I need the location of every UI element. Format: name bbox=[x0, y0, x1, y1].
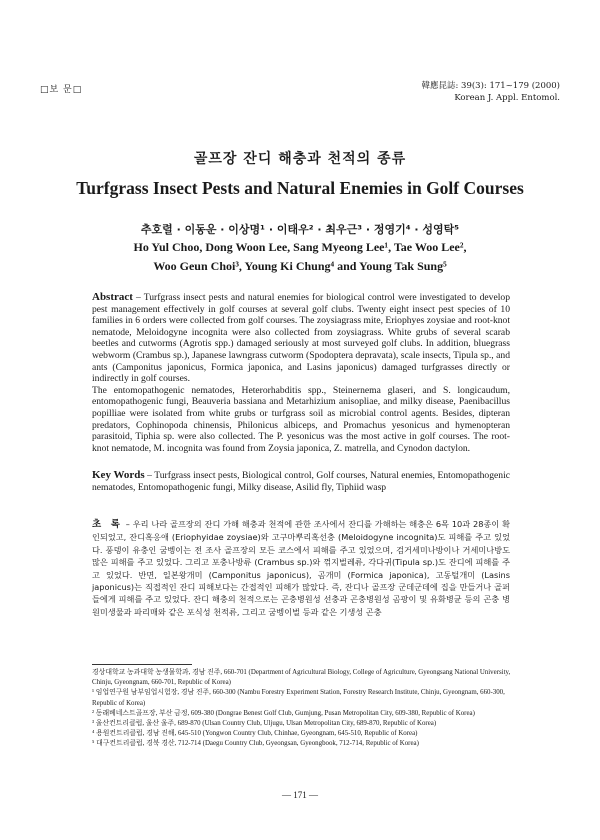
footnote-affiliation: ² 동래베네스트골프장, 부산 금정, 609-380 (Dongrae Benest Golf Club, Gumjung, Pusan Metropolitan City, 609-380, Republic of Korea) bbox=[92, 709, 475, 717]
footnote-affiliation: ³ 울산컨트리클럽, 울산 울주, 689-870 (Ulsan Country Club, Uljugu, Ulsan Metropolitan City, 689-870, Republic of Korea) bbox=[92, 720, 437, 728]
footnotes bbox=[92, 668, 522, 750]
abstract-paragraph-1 bbox=[92, 292, 510, 385]
page-number: — 171 — bbox=[282, 790, 318, 800]
journal-citation-line2: Korean J. Appl. Entomol. bbox=[454, 93, 560, 103]
abstract bbox=[92, 292, 510, 454]
korean-abstract-text: – 우리 나라 골프장의 잔디 가해 해충과 천적에 관한 조사에서 잔디를 가해하는 해충은 6목 10과 28종이 확인되었고, 잔디혹응애 (Eriophyidae zoysiae)와 고구마뿌리혹선충 (Meloidogyne incognita)도 피해를 주고 있었다. 풍뎅이 유충인 굼벵이는 전 조사 골프장의 모든 코스에서 피해를 주고 있었으며, 검거세미나방이나 거세미나방도 많은 피해를 주고 있었다. 그리고 포충나방류 (Crambus sp.)와 꺾지벌레류, 각다귀(Tipula sp.)도 잔디에 피해를 주고 있었다. 반면, 일본왕개미 (Camponitus japonicus), 곰개미 (Formica japonica), 고동털개미 (Lasins japonicus)는 직접적인 잔디 피해보다는 간접적인 피해가 많았다. 즉, 잔디나 골프장 군데군데에 집을 만들거나 골퍼들에게 피해를 주고 있었다. 잔디 해충의 천적으로는 곤충병원성 선충과 곤충병원성 곰팡이 및 유화병균 등의 곤충 병원미생물과 파리매와 같은 포식성 천적류, 그리고 굼벵이벌 등과 같은 기생성 곤충 bbox=[92, 519, 510, 617]
footnote-divider bbox=[92, 664, 192, 665]
footnote-affiliation: ⁵ 대구컨트리클럽, 경북 경산, 712-714 (Daegu Country Club, Gyeongsan, Gyeongbook, 712-714, Republic of Korea) bbox=[92, 740, 419, 748]
key-words-label: Key Words bbox=[92, 469, 145, 481]
korean-abstract bbox=[92, 518, 510, 618]
key-words bbox=[92, 470, 510, 493]
authors-english-line2: Woo Geun Choi³, Young Ki Chung⁴ and Young Tak Sung⁵ bbox=[153, 259, 447, 273]
key-words-text: – Turfgrass insect pests, Biological control, Golf courses, Natural enemies, Entomopathogenic nematodes, Entomopathogenic fungi, Milky disease, Asilid fly, Tiphiid wasp bbox=[92, 470, 510, 493]
abstract-paragraph-2: The entomopathogenic nematodes, Heterorhabditis spp., Steinernema glaseri, and S. longicaudum, entomopathogenic fungi, Beauveria bassiana and Metarhizium anisopliae, and milky disease, Paenibacillus popilliae were isolated from white grubs or turfgrass soil as microbial control agents. Besides, dipteran predators, Cophinopoda chinensis, Philonicus albiceps, and Promachus yesonicus and hymenopteran parasitoid, Tiphia sp. were also collected. The P. yesonicus was the most active in golf courses. The root-knot nematode, M. incognita was found from Zoysia japonica, Z. matrella, and Cynodon dactylon. bbox=[92, 384, 510, 454]
authors-english bbox=[0, 238, 600, 276]
title-korean: 골프장 잔디 해충과 천적의 종류 bbox=[193, 151, 407, 167]
authors-english-line1: Ho Yul Choo, Dong Woon Lee, Sang Myeong Lee¹, Tae Woo Lee², bbox=[133, 240, 467, 254]
footnote-affiliation: 경상대학교 농과대학 농생물학과, 경남 진주, 660-701 (Department of Agricultural Biology, College of Agriculture, Gyeongsang National University, Chinju, Gyeongnam, 660-701, Republic of Korea) bbox=[92, 669, 511, 687]
title-english: Turfgrass Insect Pests and Natural Enemies in Golf Courses bbox=[76, 178, 524, 198]
abstract-text: – Turfgrass insect pests and natural enemies for biological control were investigated to develop pest management effectively in golf courses at several golf clubs. Twenty eight insect pest species of 10 families in 6 orders were collected from golf courses. The zoysiagrass mite, Eriophyes zoysiae and root-knot nematode, Meloidogyne incognita were also collected from zoysiagrass. White grubs of several scarab beetles and cutworms (Agrotis spp.) damaged seriously at most surveyed golf clubs. In addition, bluegrass webworm (Crambus sp.), Japanese lawngrass cutworm (Spodoptera depravata), scale insects, Tipula sp., and ants (Camponitus japonicus, Formica japonica, and Lasins japonicus) damaged turfgrasses directly or indirectly in golf courses. bbox=[92, 292, 510, 385]
footnote-affiliation: ¹ 임업연구원 남부임업시험장, 경남 진주, 660-300 (Nambu Forestry Experiment Station, Forestry Research Institute, Chinju, Gyeongnam, 660-300, Republic of Korea) bbox=[92, 689, 505, 707]
abstract-label: Abstract bbox=[92, 291, 133, 303]
journal-citation bbox=[421, 80, 560, 104]
article-type-label: □보 문□ bbox=[40, 85, 83, 95]
journal-citation-line1: 韓應昆誌: 39(3): 171~179 (2000) bbox=[421, 81, 560, 91]
korean-abstract-label: 초 록 bbox=[92, 519, 123, 530]
authors-korean: 추호렬 · 이동운 · 이상명¹ · 이태우² · 최우근³ · 정영기⁴ · 성영탁⁵ bbox=[140, 223, 460, 236]
footnote-affiliation: ⁴ 용원컨트리클럽, 경남 진해, 645-510 (Yongwon Country Club, Chinhae, Gyeongnam, 645-510, Republic of Korea) bbox=[92, 730, 418, 738]
